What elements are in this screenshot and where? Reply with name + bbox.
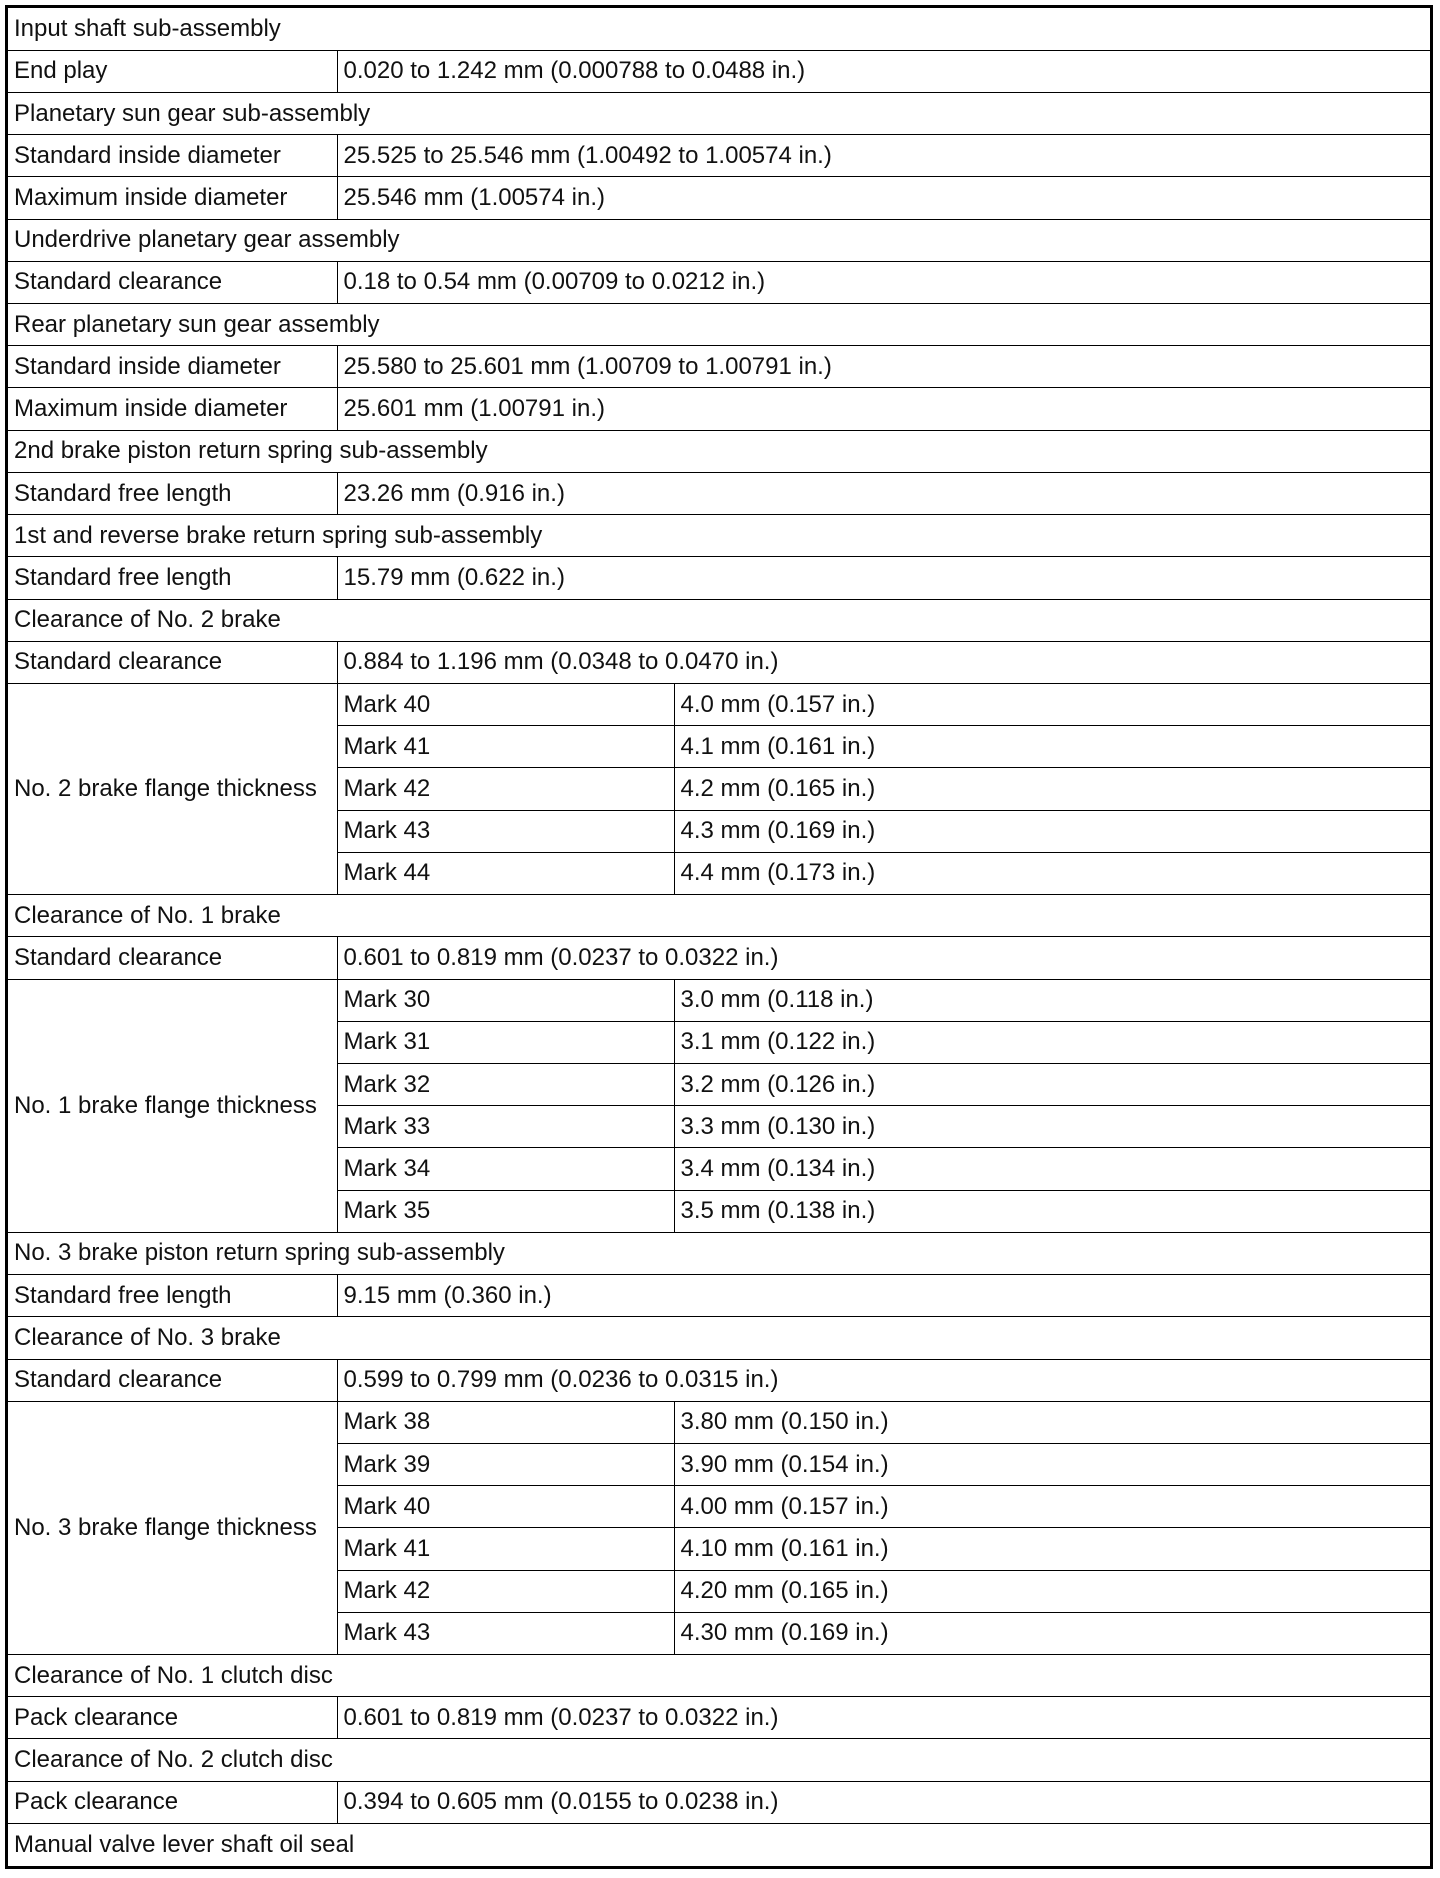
section-header-row bbox=[8, 515, 1430, 557]
spec-row bbox=[8, 50, 1430, 92]
section-header-row bbox=[8, 92, 1430, 134]
flange-thickness-label: No. 3 brake flange thickness bbox=[8, 1401, 337, 1654]
flange-mark-row bbox=[8, 979, 1430, 1021]
flange-mark: Mark 30 bbox=[337, 979, 674, 1021]
flange-mark: Mark 34 bbox=[337, 1148, 674, 1190]
flange-mark: Mark 42 bbox=[337, 768, 674, 810]
section-title: Clearance of No. 1 clutch disc bbox=[8, 1655, 1430, 1697]
spec-row bbox=[8, 346, 1430, 388]
flange-thickness-value: 3.2 mm (0.126 in.) bbox=[674, 1063, 1430, 1105]
spec-row bbox=[8, 1697, 1430, 1739]
flange-mark-row bbox=[8, 1401, 1430, 1443]
flange-mark: Mark 41 bbox=[337, 1528, 674, 1570]
section-header-row bbox=[8, 219, 1430, 261]
flange-thickness-value: 3.0 mm (0.118 in.) bbox=[674, 979, 1430, 1021]
flange-thickness-value: 4.20 mm (0.165 in.) bbox=[674, 1570, 1430, 1612]
section-title: Clearance of No. 2 clutch disc bbox=[8, 1739, 1430, 1781]
flange-mark: Mark 39 bbox=[337, 1443, 674, 1485]
flange-mark: Mark 32 bbox=[337, 1063, 674, 1105]
spec-label: Standard clearance bbox=[8, 1359, 337, 1401]
flange-mark: Mark 40 bbox=[337, 1486, 674, 1528]
section-title: Clearance of No. 1 brake bbox=[8, 895, 1430, 937]
spec-label: Standard free length bbox=[8, 557, 337, 599]
spec-label: Standard free length bbox=[8, 472, 337, 514]
spec-row bbox=[8, 641, 1430, 683]
spec-label: Maximum inside diameter bbox=[8, 177, 337, 219]
flange-mark: Mark 43 bbox=[337, 1612, 674, 1654]
section-header-row bbox=[8, 1317, 1430, 1359]
spec-value: 25.580 to 25.601 mm (1.00709 to 1.00791 in.) bbox=[337, 346, 1430, 388]
section-title: Underdrive planetary gear assembly bbox=[8, 219, 1430, 261]
spec-value: 0.601 to 0.819 mm (0.0237 to 0.0322 in.) bbox=[337, 937, 1430, 979]
spec-label: Maximum inside diameter bbox=[8, 388, 337, 430]
flange-mark: Mark 33 bbox=[337, 1106, 674, 1148]
section-header-row bbox=[8, 304, 1430, 346]
spec-label: Standard clearance bbox=[8, 937, 337, 979]
flange-mark: Mark 43 bbox=[337, 810, 674, 852]
flange-thickness-value: 4.1 mm (0.161 in.) bbox=[674, 726, 1430, 768]
spec-value: 0.394 to 0.605 mm (0.0155 to 0.0238 in.) bbox=[337, 1781, 1430, 1823]
flange-mark: Mark 41 bbox=[337, 726, 674, 768]
flange-thickness-value: 4.0 mm (0.157 in.) bbox=[674, 684, 1430, 726]
flange-thickness-value: 4.30 mm (0.169 in.) bbox=[674, 1612, 1430, 1654]
spec-value: 0.18 to 0.54 mm (0.00709 to 0.0212 in.) bbox=[337, 261, 1430, 303]
spec-label: Pack clearance bbox=[8, 1697, 337, 1739]
spec-label: Standard free length bbox=[8, 1275, 337, 1317]
section-title: Planetary sun gear sub-assembly bbox=[8, 92, 1430, 134]
spec-value: 9.15 mm (0.360 in.) bbox=[337, 1275, 1430, 1317]
flange-thickness-label: No. 2 brake flange thickness bbox=[8, 684, 337, 895]
spec-table-body bbox=[8, 8, 1430, 1866]
section-title: Manual valve lever shaft oil seal bbox=[8, 1823, 1430, 1866]
flange-mark: Mark 42 bbox=[337, 1570, 674, 1612]
section-header-row bbox=[8, 599, 1430, 641]
spec-row bbox=[8, 1359, 1430, 1401]
spec-label: Standard clearance bbox=[8, 261, 337, 303]
spec-label: Pack clearance bbox=[8, 1781, 337, 1823]
spec-row bbox=[8, 937, 1430, 979]
spec-label: Standard inside diameter bbox=[8, 135, 337, 177]
flange-mark: Mark 31 bbox=[337, 1021, 674, 1063]
spec-row bbox=[8, 261, 1430, 303]
spec-label: Standard clearance bbox=[8, 641, 337, 683]
section-title: No. 3 brake piston return spring sub-assembly bbox=[8, 1232, 1430, 1274]
flange-thickness-value: 3.4 mm (0.134 in.) bbox=[674, 1148, 1430, 1190]
section-title: Clearance of No. 3 brake bbox=[8, 1317, 1430, 1359]
spec-row bbox=[8, 472, 1430, 514]
spec-row bbox=[8, 135, 1430, 177]
flange-thickness-label: No. 1 brake flange thickness bbox=[8, 979, 337, 1232]
spec-row bbox=[8, 1781, 1430, 1823]
section-title: Clearance of No. 2 brake bbox=[8, 599, 1430, 641]
spec-value: 0.601 to 0.819 mm (0.0237 to 0.0322 in.) bbox=[337, 1697, 1430, 1739]
flange-thickness-value: 4.4 mm (0.173 in.) bbox=[674, 852, 1430, 894]
spec-value: 25.546 mm (1.00574 in.) bbox=[337, 177, 1430, 219]
flange-thickness-value: 4.00 mm (0.157 in.) bbox=[674, 1486, 1430, 1528]
section-title: 1st and reverse brake return spring sub-assembly bbox=[8, 515, 1430, 557]
flange-mark: Mark 38 bbox=[337, 1401, 674, 1443]
section-header-row bbox=[8, 1739, 1430, 1781]
spec-table bbox=[8, 8, 1430, 1866]
section-title: 2nd brake piston return spring sub-assembly bbox=[8, 430, 1430, 472]
section-header-row bbox=[8, 430, 1430, 472]
flange-thickness-value: 3.1 mm (0.122 in.) bbox=[674, 1021, 1430, 1063]
section-header-row bbox=[8, 1655, 1430, 1697]
section-header-row bbox=[8, 8, 1430, 50]
section-title: Input shaft sub-assembly bbox=[8, 8, 1430, 50]
spec-value: 15.79 mm (0.622 in.) bbox=[337, 557, 1430, 599]
flange-thickness-value: 3.80 mm (0.150 in.) bbox=[674, 1401, 1430, 1443]
flange-thickness-value: 4.10 mm (0.161 in.) bbox=[674, 1528, 1430, 1570]
flange-mark: Mark 44 bbox=[337, 852, 674, 894]
spec-value: 25.525 to 25.546 mm (1.00492 to 1.00574 in.) bbox=[337, 135, 1430, 177]
spec-value: 23.26 mm (0.916 in.) bbox=[337, 472, 1430, 514]
spec-label: Standard inside diameter bbox=[8, 346, 337, 388]
spec-value: 25.601 mm (1.00791 in.) bbox=[337, 388, 1430, 430]
flange-thickness-value: 4.2 mm (0.165 in.) bbox=[674, 768, 1430, 810]
spec-row bbox=[8, 177, 1430, 219]
spec-value: 0.020 to 1.242 mm (0.000788 to 0.0488 in.) bbox=[337, 50, 1430, 92]
flange-mark: Mark 40 bbox=[337, 684, 674, 726]
spec-value: 0.884 to 1.196 mm (0.0348 to 0.0470 in.) bbox=[337, 641, 1430, 683]
section-header-row bbox=[8, 1823, 1430, 1866]
spec-row bbox=[8, 388, 1430, 430]
flange-thickness-value: 3.90 mm (0.154 in.) bbox=[674, 1443, 1430, 1485]
section-header-row bbox=[8, 1232, 1430, 1274]
flange-thickness-value: 4.3 mm (0.169 in.) bbox=[674, 810, 1430, 852]
section-header-row bbox=[8, 895, 1430, 937]
flange-thickness-value: 3.5 mm (0.138 in.) bbox=[674, 1190, 1430, 1232]
spec-label: End play bbox=[8, 50, 337, 92]
flange-mark: Mark 35 bbox=[337, 1190, 674, 1232]
flange-thickness-value: 3.3 mm (0.130 in.) bbox=[674, 1106, 1430, 1148]
spec-value: 0.599 to 0.799 mm (0.0236 to 0.0315 in.) bbox=[337, 1359, 1430, 1401]
specification-sheet bbox=[5, 5, 1433, 1869]
spec-row bbox=[8, 557, 1430, 599]
flange-mark-row bbox=[8, 684, 1430, 726]
spec-row bbox=[8, 1275, 1430, 1317]
section-title: Rear planetary sun gear assembly bbox=[8, 304, 1430, 346]
